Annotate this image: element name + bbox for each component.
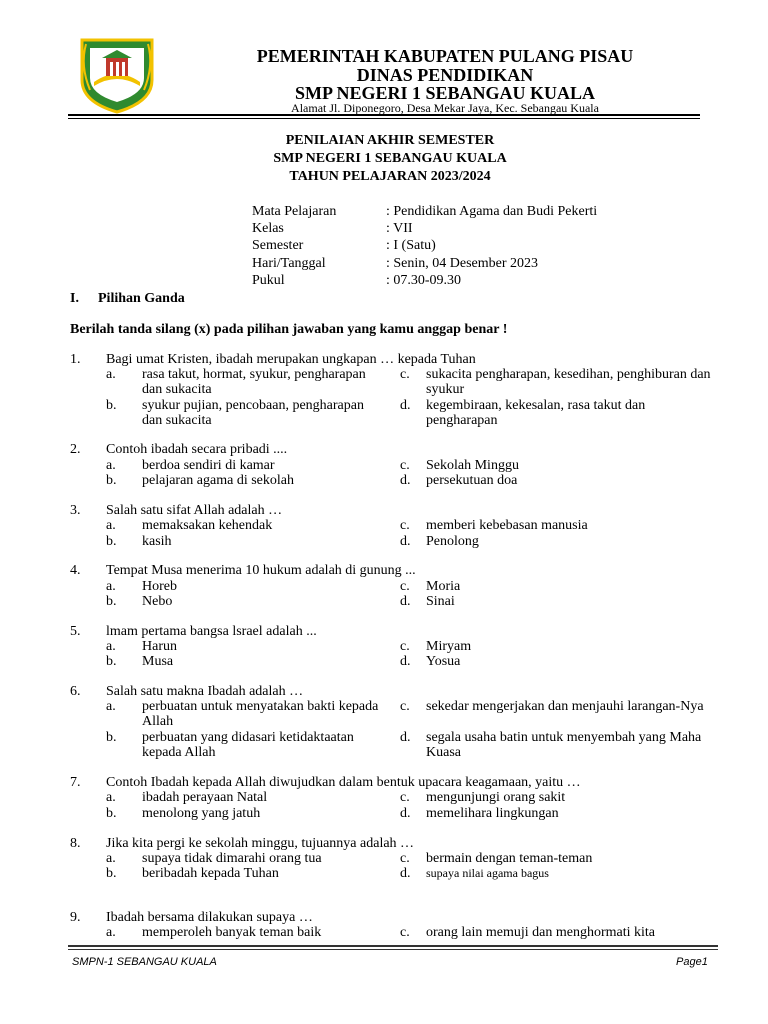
option-text[interactable]: menolong yang jatuh — [142, 806, 261, 821]
question-number: 9. — [70, 910, 81, 925]
option-text[interactable]: Miryam — [426, 639, 472, 654]
option-text[interactable]: Sinai — [426, 594, 455, 609]
option-label[interactable]: d. — [400, 473, 411, 488]
exam-school: SMP NEGERI 1 SEBANGAU KUALA — [273, 151, 507, 166]
question-number: 1. — [70, 352, 81, 367]
option-text[interactable]: supaya tidak dimarahi orang tua — [142, 851, 322, 866]
info-label: Mata Pelajaran — [252, 204, 337, 219]
option-label[interactable]: d. — [400, 398, 411, 413]
option-label[interactable]: d. — [400, 806, 411, 821]
option-label[interactable]: b. — [106, 654, 117, 669]
option-label[interactable]: a. — [106, 925, 116, 940]
question-text: Tempat Musa menerima 10 hukum adalah di gunung ... — [106, 563, 416, 578]
exam-year: TAHUN PELAJARAN 2023/2024 — [289, 169, 491, 184]
question-number: 3. — [70, 503, 81, 518]
question-text: Contoh Ibadah kepada Allah diwujudkan dalam bentuk upacara keagamaan, yaitu … — [106, 775, 581, 790]
header-department: DINAS PENDIDIKAN — [356, 65, 534, 85]
page-number: Page1 — [676, 956, 708, 968]
info-value: : Pendidikan Agama dan Budi Pekerti — [386, 204, 598, 219]
exam-title: PENILAIAN AKHIR SEMESTER — [285, 133, 495, 148]
option-text[interactable]: pelajaran agama di sekolah — [142, 473, 294, 488]
section-number: I. — [70, 291, 79, 306]
option-label[interactable]: b. — [106, 594, 117, 609]
option-text[interactable]: persekutuan doa — [426, 473, 518, 488]
option-label[interactable]: c. — [400, 518, 410, 533]
option-label[interactable]: b. — [106, 806, 117, 821]
question-text: Jika kita pergi ke sekolah minggu, tujuannya adalah … — [106, 836, 415, 851]
header-address: Alamat Jl. Diponegoro, Desa Mekar Jaya, Kec. Sebangau Kuala — [291, 101, 599, 115]
option-text[interactable]: Harun — [142, 639, 177, 654]
question-text: Salah satu makna Ibadah adalah … — [106, 684, 304, 699]
option-label[interactable]: c. — [400, 367, 410, 382]
option-label[interactable]: b. — [106, 866, 117, 881]
option-text[interactable]: memaksakan kehendak — [142, 518, 273, 533]
question-text: Salah satu sifat Allah adalah … — [106, 503, 283, 518]
footer-rule-thin — [68, 949, 718, 950]
info-label: Kelas — [252, 221, 284, 236]
info-label: Hari/Tanggal — [252, 256, 326, 271]
header-school: SMP NEGERI 1 SEBANGAU KUALA — [294, 83, 596, 103]
option-text[interactable]: syukur pujian, pencobaan, pengharapan dan sukacita — [142, 398, 364, 428]
info-value: : VII — [386, 221, 413, 236]
option-label[interactable]: c. — [400, 699, 410, 714]
school-logo — [76, 36, 158, 114]
option-text[interactable]: perbuatan untuk menyatakan bakti kepada Allah — [142, 699, 379, 729]
instruction: Berilah tanda silang (x) pada pilihan jawaban yang kamu anggap benar ! — [70, 322, 508, 337]
option-text[interactable]: Moria — [426, 579, 461, 594]
option-label[interactable]: d. — [400, 594, 411, 609]
option-label[interactable]: c. — [400, 579, 410, 594]
option-text[interactable]: kasih — [142, 534, 172, 549]
info-value: : Senin, 04 Desember 2023 — [386, 256, 539, 271]
option-text[interactable]: Yosua — [426, 654, 461, 669]
footer-rule-thick — [68, 945, 718, 947]
option-text[interactable]: memberi kebebasan manusia — [426, 518, 588, 533]
question-number: 4. — [70, 563, 81, 578]
header-rule-thick — [68, 114, 700, 116]
question-number: 7. — [70, 775, 81, 790]
section-title: Pilihan Ganda — [98, 291, 185, 306]
info-value: : 07.30-09.30 — [386, 273, 462, 288]
option-text[interactable]: mengunjungi orang sakit — [426, 790, 566, 805]
option-label[interactable]: b. — [106, 398, 117, 413]
option-text[interactable]: orang lain memuji dan menghormati kita — [426, 925, 655, 940]
option-label[interactable]: d. — [400, 730, 411, 745]
option-text[interactable]: Sekolah Minggu — [426, 458, 519, 473]
option-text[interactable]: Nebo — [142, 594, 173, 609]
option-label[interactable]: c. — [400, 851, 410, 866]
question-number: 2. — [70, 442, 81, 457]
option-text[interactable]: ibadah perayaan Natal — [142, 790, 268, 805]
question-number: 8. — [70, 836, 81, 851]
option-label[interactable]: a. — [106, 639, 116, 654]
question-text: lmam pertama bangsa lsrael adalah ... — [106, 624, 317, 639]
option-label[interactable]: a. — [106, 458, 116, 473]
option-text[interactable]: segala usaha batin untuk menyembah yang Maha Kuasa — [426, 730, 702, 760]
option-label[interactable]: b. — [106, 473, 117, 488]
question-number: 6. — [70, 684, 81, 699]
option-text[interactable]: rasa takut, hormat, syukur, pengharapan dan sukacita — [142, 367, 366, 397]
option-label[interactable]: b. — [106, 730, 117, 745]
question-text: Bagi umat Kristen, ibadah merupakan ungkapan … kepada Tuhan — [106, 352, 476, 367]
option-text[interactable]: Musa — [142, 654, 174, 669]
option-label[interactable]: a. — [106, 367, 116, 382]
option-label[interactable]: d. — [400, 866, 411, 881]
option-text[interactable]: Horeb — [142, 579, 177, 594]
info-label: Pukul — [252, 273, 285, 288]
question-text: Contoh ibadah secara pribadi .... — [106, 442, 288, 457]
option-label[interactable]: a. — [106, 579, 116, 594]
header-rule-thin — [68, 118, 700, 119]
option-label[interactable]: c. — [400, 458, 410, 473]
option-label[interactable]: a. — [106, 790, 116, 805]
option-text[interactable]: bermain dengan teman-teman — [426, 851, 593, 866]
question-number: 5. — [70, 624, 81, 639]
header-government: PEMERINTAH KABUPATEN PULANG PISAU — [256, 46, 634, 66]
option-text[interactable]: sekedar mengerjakan dan menjauhi larangan-Nya — [426, 699, 704, 714]
option-label[interactable]: c. — [400, 790, 410, 805]
option-text[interactable]: berdoa sendiri di kamar — [142, 458, 275, 473]
option-label[interactable]: d. — [400, 534, 411, 549]
option-label[interactable]: d. — [400, 654, 411, 669]
option-text[interactable]: kegembiraan, kekesalan, rasa takut dan pengharapan — [426, 398, 646, 428]
option-text[interactable]: beribadah kepada Tuhan — [142, 866, 279, 881]
option-label[interactable]: c. — [400, 639, 410, 654]
option-label[interactable]: a. — [106, 851, 116, 866]
option-label[interactable]: c. — [400, 925, 410, 940]
info-label: Semester — [252, 238, 304, 253]
option-label[interactable]: b. — [106, 534, 117, 549]
option-text[interactable]: memelihara lingkungan — [426, 806, 559, 821]
option-text[interactable]: perbuatan yang didasari ketidaktaatan kepada Allah — [142, 730, 354, 760]
option-label[interactable]: a. — [106, 699, 116, 714]
option-text[interactable]: supaya nilai agama bagus — [426, 866, 549, 880]
footer-school: SMPN-1 SEBANGAU KUALA — [72, 956, 217, 968]
question-text: Ibadah bersama dilakukan supaya … — [106, 910, 313, 925]
option-label[interactable]: a. — [106, 518, 116, 533]
option-text[interactable]: Penolong — [426, 534, 479, 549]
option-text[interactable]: memperoleh banyak teman baik — [142, 925, 322, 940]
info-value: : I (Satu) — [386, 238, 436, 253]
option-text[interactable]: sukacita pengharapan, kesedihan, penghiburan dan syukur — [426, 367, 711, 397]
